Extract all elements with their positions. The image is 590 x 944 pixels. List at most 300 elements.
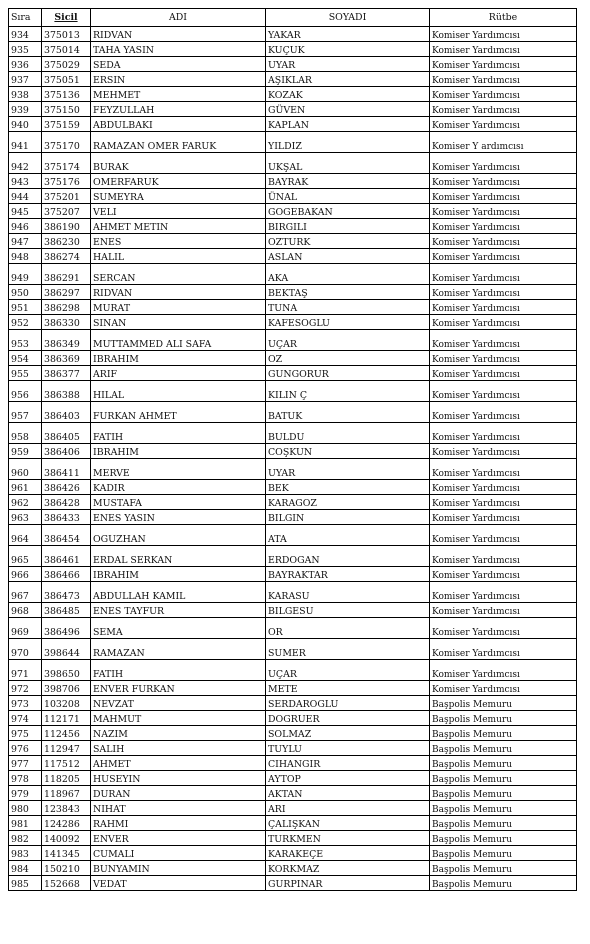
cell-soyadi: BIRGILI xyxy=(266,219,430,234)
cell-adi: IBRAHIM xyxy=(91,351,266,366)
cell-rutbe: Komiser Yardımcısı xyxy=(430,189,577,204)
cell-sicil: 141345 xyxy=(42,846,91,861)
cell-soyadi: UYAR xyxy=(266,57,430,72)
cell-sicil: 386405 xyxy=(42,423,91,444)
cell-sicil: 386349 xyxy=(42,330,91,351)
table-row xyxy=(9,861,577,876)
cell-rutbe: Komiser Yardımcısı xyxy=(430,444,577,459)
cell-adi: RIDVAN xyxy=(91,27,266,42)
table-row xyxy=(9,495,577,510)
table-row xyxy=(9,546,577,567)
table-row xyxy=(9,402,577,423)
cell-sicil: 386274 xyxy=(42,249,91,264)
cell-soyadi: KARASU xyxy=(266,582,430,603)
cell-soyadi: UYAR xyxy=(266,459,430,480)
cell-sira: 969 xyxy=(9,618,42,639)
cell-rutbe: Komiser Yardımcısı xyxy=(430,330,577,351)
table-row xyxy=(9,249,577,264)
cell-soyadi: AKTAN xyxy=(266,786,430,801)
cell-soyadi: KAPLAN xyxy=(266,117,430,132)
table-row xyxy=(9,27,577,42)
cell-sira: 945 xyxy=(9,204,42,219)
cell-sicil: 112456 xyxy=(42,726,91,741)
cell-soyadi: GOGEBAKAN xyxy=(266,204,430,219)
table-row xyxy=(9,618,577,639)
cell-sicil: 375201 xyxy=(42,189,91,204)
cell-rutbe: Başpolis Memuru xyxy=(430,801,577,816)
cell-sicil: 386433 xyxy=(42,510,91,525)
cell-sira: 944 xyxy=(9,189,42,204)
cell-sicil: 386454 xyxy=(42,525,91,546)
cell-sicil: 375170 xyxy=(42,132,91,153)
cell-soyadi: UKŞAL xyxy=(266,153,430,174)
cell-adi: ENVER xyxy=(91,831,266,846)
cell-adi: MAHMUT xyxy=(91,711,266,726)
cell-adi: CUMALI xyxy=(91,846,266,861)
table-row xyxy=(9,300,577,315)
table-row xyxy=(9,876,577,891)
table-row xyxy=(9,423,577,444)
cell-rutbe: Komiser Yardımcısı xyxy=(430,525,577,546)
cell-sira: 975 xyxy=(9,726,42,741)
table-row xyxy=(9,567,577,582)
cell-soyadi: GUNGORUR xyxy=(266,366,430,381)
header-sira: Sıra xyxy=(9,9,42,27)
cell-adi: MERVE xyxy=(91,459,266,480)
cell-rutbe: Başpolis Memuru xyxy=(430,756,577,771)
cell-sira: 937 xyxy=(9,72,42,87)
cell-rutbe: Komiser Yardımcısı xyxy=(430,681,577,696)
cell-sira: 938 xyxy=(9,87,42,102)
cell-sira: 974 xyxy=(9,711,42,726)
cell-adi: VEDAT xyxy=(91,876,266,891)
cell-adi: FATIH xyxy=(91,423,266,444)
cell-adi: HILAL xyxy=(91,381,266,402)
cell-sicil: 386403 xyxy=(42,402,91,423)
cell-adi: AHMET METIN xyxy=(91,219,266,234)
table-row xyxy=(9,660,577,681)
cell-adi: DURAN xyxy=(91,786,266,801)
table-row xyxy=(9,381,577,402)
table-row xyxy=(9,480,577,495)
cell-sicil: 118205 xyxy=(42,771,91,786)
cell-rutbe: Komiser Yardımcısı xyxy=(430,402,577,423)
cell-sicil: 386496 xyxy=(42,618,91,639)
cell-rutbe: Komiser Yardımcısı xyxy=(430,249,577,264)
cell-sira: 958 xyxy=(9,423,42,444)
cell-sira: 934 xyxy=(9,27,42,42)
cell-sira: 936 xyxy=(9,57,42,72)
cell-adi: BURAK xyxy=(91,153,266,174)
cell-sicil: 375029 xyxy=(42,57,91,72)
cell-sira: 954 xyxy=(9,351,42,366)
table-row xyxy=(9,771,577,786)
cell-adi: MUSTAFA xyxy=(91,495,266,510)
cell-adi: NAZIM xyxy=(91,726,266,741)
cell-sira: 978 xyxy=(9,771,42,786)
cell-rutbe: Komiser Yardımcısı xyxy=(430,510,577,525)
cell-rutbe: Komiser Yardımcısı xyxy=(430,351,577,366)
cell-soyadi: OZTURK xyxy=(266,234,430,249)
cell-sicil: 398650 xyxy=(42,660,91,681)
cell-sira: 959 xyxy=(9,444,42,459)
cell-soyadi: OZ xyxy=(266,351,430,366)
cell-sira: 950 xyxy=(9,285,42,300)
cell-adi: NEVZAT xyxy=(91,696,266,711)
cell-rutbe: Başpolis Memuru xyxy=(430,741,577,756)
cell-adi: NIHAT xyxy=(91,801,266,816)
header-sicil: Sicil xyxy=(42,9,91,27)
cell-soyadi: TURKMEN xyxy=(266,831,430,846)
header-soyadi: SOYADI xyxy=(266,9,430,27)
cell-rutbe: Başpolis Memuru xyxy=(430,876,577,891)
cell-adi: ENES xyxy=(91,234,266,249)
cell-adi: ABDULBAKI xyxy=(91,117,266,132)
cell-soyadi: UÇAR xyxy=(266,660,430,681)
cell-adi: FATIH xyxy=(91,660,266,681)
cell-adi: SINAN xyxy=(91,315,266,330)
cell-sicil: 112947 xyxy=(42,741,91,756)
cell-soyadi: KARAGOZ xyxy=(266,495,430,510)
cell-soyadi: KORKMAZ xyxy=(266,861,430,876)
cell-sicil: 386330 xyxy=(42,315,91,330)
cell-sira: 963 xyxy=(9,510,42,525)
table-row xyxy=(9,189,577,204)
table-row xyxy=(9,444,577,459)
header-adi: ADI xyxy=(91,9,266,27)
cell-sira: 966 xyxy=(9,567,42,582)
cell-sira: 983 xyxy=(9,846,42,861)
cell-sicil: 150210 xyxy=(42,861,91,876)
cell-rutbe: Komiser Yardımcısı xyxy=(430,495,577,510)
cell-sicil: 398706 xyxy=(42,681,91,696)
cell-sira: 985 xyxy=(9,876,42,891)
cell-sicil: 386377 xyxy=(42,366,91,381)
cell-sira: 962 xyxy=(9,495,42,510)
cell-soyadi: TUYLU xyxy=(266,741,430,756)
cell-sicil: 386388 xyxy=(42,381,91,402)
cell-rutbe: Komiser Y ardımcısı xyxy=(430,132,577,153)
cell-soyadi: KOZAK xyxy=(266,87,430,102)
cell-soyadi: AŞIKLAR xyxy=(266,72,430,87)
cell-rutbe: Komiser Yardımcısı xyxy=(430,300,577,315)
cell-sicil: 386428 xyxy=(42,495,91,510)
cell-rutbe: Başpolis Memuru xyxy=(430,726,577,741)
table-row xyxy=(9,264,577,285)
cell-soyadi: BEKTAŞ xyxy=(266,285,430,300)
cell-rutbe: Komiser Yardımcısı xyxy=(430,381,577,402)
cell-sicil: 386473 xyxy=(42,582,91,603)
cell-sicil: 123843 xyxy=(42,801,91,816)
cell-rutbe: Başpolis Memuru xyxy=(430,696,577,711)
cell-adi: SEDA xyxy=(91,57,266,72)
cell-adi: ABDULLAH KAMIL xyxy=(91,582,266,603)
cell-rutbe: Komiser Yardımcısı xyxy=(430,204,577,219)
cell-soyadi: ASLAN xyxy=(266,249,430,264)
cell-rutbe: Başpolis Memuru xyxy=(430,846,577,861)
cell-soyadi: CIHANGIR xyxy=(266,756,430,771)
cell-sira: 955 xyxy=(9,366,42,381)
cell-soyadi: OR xyxy=(266,618,430,639)
cell-sira: 965 xyxy=(9,546,42,567)
cell-sicil: 375136 xyxy=(42,87,91,102)
cell-rutbe: Komiser Yardımcısı xyxy=(430,174,577,189)
cell-rutbe: Başpolis Memuru xyxy=(430,831,577,846)
header-rutbe: Rütbe xyxy=(430,9,577,27)
cell-adi: AHMET xyxy=(91,756,266,771)
cell-soyadi: METE xyxy=(266,681,430,696)
cell-adi: ENES YASIN xyxy=(91,510,266,525)
table-row xyxy=(9,234,577,249)
cell-rutbe: Komiser Yardımcısı xyxy=(430,546,577,567)
cell-sira: 949 xyxy=(9,264,42,285)
cell-adi: RAMAZAN xyxy=(91,639,266,660)
personnel-table xyxy=(8,8,577,891)
cell-rutbe: Başpolis Memuru xyxy=(430,861,577,876)
cell-sicil: 375174 xyxy=(42,153,91,174)
cell-sicil: 375176 xyxy=(42,174,91,189)
cell-sira: 973 xyxy=(9,696,42,711)
cell-sicil: 140092 xyxy=(42,831,91,846)
cell-sira: 951 xyxy=(9,300,42,315)
table-row xyxy=(9,153,577,174)
cell-adi: RIDVAN xyxy=(91,285,266,300)
cell-adi: OGUZHAN xyxy=(91,525,266,546)
cell-soyadi: YILDIZ xyxy=(266,132,430,153)
cell-adi: IBRAHIM xyxy=(91,567,266,582)
cell-sira: 953 xyxy=(9,330,42,351)
cell-adi: ERSIN xyxy=(91,72,266,87)
cell-adi: RAHMI xyxy=(91,816,266,831)
cell-adi: SALIH xyxy=(91,741,266,756)
cell-adi: FURKAN AHMET xyxy=(91,402,266,423)
cell-soyadi: BULDU xyxy=(266,423,430,444)
cell-rutbe: Komiser Yardımcısı xyxy=(430,423,577,444)
cell-sira: 943 xyxy=(9,174,42,189)
cell-soyadi: KARAKEÇE xyxy=(266,846,430,861)
cell-sicil: 118967 xyxy=(42,786,91,801)
cell-adi: KADIR xyxy=(91,480,266,495)
table-row xyxy=(9,831,577,846)
cell-rutbe: Komiser Yardımcısı xyxy=(430,618,577,639)
cell-adi: MUTTAMMED ALI SAFA xyxy=(91,330,266,351)
cell-soyadi: KUÇUK xyxy=(266,42,430,57)
table-row xyxy=(9,696,577,711)
cell-sicil: 375051 xyxy=(42,72,91,87)
cell-rutbe: Komiser Yardımcısı xyxy=(430,639,577,660)
table-row xyxy=(9,87,577,102)
cell-sicil: 112171 xyxy=(42,711,91,726)
cell-adi: ERDAL SERKAN xyxy=(91,546,266,567)
cell-rutbe: Başpolis Memuru xyxy=(430,816,577,831)
cell-rutbe: Komiser Yardımcısı xyxy=(430,102,577,117)
cell-soyadi: BEK xyxy=(266,480,430,495)
cell-rutbe: Komiser Yardımcısı xyxy=(430,72,577,87)
cell-sicil: 386369 xyxy=(42,351,91,366)
cell-sira: 972 xyxy=(9,681,42,696)
cell-sira: 977 xyxy=(9,756,42,771)
cell-rutbe: Başpolis Memuru xyxy=(430,771,577,786)
cell-sicil: 386297 xyxy=(42,285,91,300)
cell-soyadi: DOGRUER xyxy=(266,711,430,726)
cell-sira: 956 xyxy=(9,381,42,402)
cell-sicil: 386230 xyxy=(42,234,91,249)
cell-rutbe: Komiser Yardımcısı xyxy=(430,567,577,582)
cell-sicil: 152668 xyxy=(42,876,91,891)
cell-sira: 982 xyxy=(9,831,42,846)
cell-rutbe: Komiser Yardımcısı xyxy=(430,57,577,72)
cell-adi: SERCAN xyxy=(91,264,266,285)
cell-soyadi: BATUK xyxy=(266,402,430,423)
table-row xyxy=(9,102,577,117)
cell-rutbe: Komiser Yardımcısı xyxy=(430,315,577,330)
table-row xyxy=(9,366,577,381)
cell-adi: SEMA xyxy=(91,618,266,639)
cell-soyadi: GURPINAR xyxy=(266,876,430,891)
cell-rutbe: Komiser Yardımcısı xyxy=(430,459,577,480)
cell-sira: 976 xyxy=(9,741,42,756)
cell-sicil: 386466 xyxy=(42,567,91,582)
cell-soyadi: UÇAR xyxy=(266,330,430,351)
cell-sira: 941 xyxy=(9,132,42,153)
cell-sira: 967 xyxy=(9,582,42,603)
cell-sira: 952 xyxy=(9,315,42,330)
cell-soyadi: KILIN Ç xyxy=(266,381,430,402)
cell-soyadi: TUNA xyxy=(266,300,430,315)
cell-sira: 968 xyxy=(9,603,42,618)
cell-rutbe: Komiser Yardımcısı xyxy=(430,219,577,234)
cell-sira: 957 xyxy=(9,402,42,423)
cell-sicil: 375150 xyxy=(42,102,91,117)
cell-rutbe: Komiser Yardımcısı xyxy=(430,582,577,603)
cell-soyadi: GÜVEN xyxy=(266,102,430,117)
cell-adi: ENVER FURKAN xyxy=(91,681,266,696)
cell-rutbe: Başpolis Memuru xyxy=(430,711,577,726)
cell-adi: SUMEYRA xyxy=(91,189,266,204)
cell-sicil: 124286 xyxy=(42,816,91,831)
cell-adi: HUSEYIN xyxy=(91,771,266,786)
cell-sicil: 103208 xyxy=(42,696,91,711)
cell-soyadi: BAYRAK xyxy=(266,174,430,189)
cell-adi: FEYZULLAH xyxy=(91,102,266,117)
cell-rutbe: Komiser Yardımcısı xyxy=(430,366,577,381)
table-row xyxy=(9,582,577,603)
cell-sira: 981 xyxy=(9,816,42,831)
cell-sira: 942 xyxy=(9,153,42,174)
cell-adi: ARIF xyxy=(91,366,266,381)
cell-soyadi: ERDOGAN xyxy=(266,546,430,567)
cell-sira: 939 xyxy=(9,102,42,117)
cell-adi: BUNYAMIN xyxy=(91,861,266,876)
table-row xyxy=(9,117,577,132)
table-row xyxy=(9,219,577,234)
table-row xyxy=(9,510,577,525)
cell-sicil: 386426 xyxy=(42,480,91,495)
document-page xyxy=(8,8,576,891)
cell-sicil: 386291 xyxy=(42,264,91,285)
cell-adi: HALIL xyxy=(91,249,266,264)
cell-rutbe: Başpolis Memuru xyxy=(430,786,577,801)
table-body xyxy=(9,27,577,891)
table-row xyxy=(9,801,577,816)
table-header-row xyxy=(9,9,577,27)
cell-sicil: 386485 xyxy=(42,603,91,618)
cell-sira: 984 xyxy=(9,861,42,876)
cell-soyadi: BILGIN xyxy=(266,510,430,525)
cell-rutbe: Komiser Yardımcısı xyxy=(430,285,577,300)
cell-rutbe: Komiser Yardımcısı xyxy=(430,603,577,618)
cell-rutbe: Komiser Yardımcısı xyxy=(430,117,577,132)
cell-sira: 947 xyxy=(9,234,42,249)
cell-sicil: 386461 xyxy=(42,546,91,567)
cell-sicil: 375014 xyxy=(42,42,91,57)
cell-adi: VELI xyxy=(91,204,266,219)
table-row xyxy=(9,726,577,741)
cell-soyadi: AKA xyxy=(266,264,430,285)
table-row xyxy=(9,786,577,801)
cell-adi: ENES TAYFUR xyxy=(91,603,266,618)
cell-sicil: 386406 xyxy=(42,444,91,459)
cell-soyadi: BAYRAKTAR xyxy=(266,567,430,582)
cell-sira: 980 xyxy=(9,801,42,816)
cell-rutbe: Komiser Yardımcısı xyxy=(430,42,577,57)
table-row xyxy=(9,681,577,696)
cell-adi: MEHMET xyxy=(91,87,266,102)
cell-rutbe: Komiser Yardımcısı xyxy=(430,27,577,42)
cell-rutbe: Komiser Yardımcısı xyxy=(430,153,577,174)
table-row xyxy=(9,285,577,300)
cell-rutbe: Komiser Yardımcısı xyxy=(430,234,577,249)
cell-sira: 964 xyxy=(9,525,42,546)
table-row xyxy=(9,204,577,219)
cell-soyadi: ÇALIŞKAN xyxy=(266,816,430,831)
table-row xyxy=(9,816,577,831)
cell-sicil: 398644 xyxy=(42,639,91,660)
table-row xyxy=(9,525,577,546)
table-row xyxy=(9,57,577,72)
cell-sira: 961 xyxy=(9,480,42,495)
table-row xyxy=(9,315,577,330)
cell-sicil: 386411 xyxy=(42,459,91,480)
cell-soyadi: AYTOP xyxy=(266,771,430,786)
cell-sicil: 375207 xyxy=(42,204,91,219)
table-row xyxy=(9,72,577,87)
table-row xyxy=(9,846,577,861)
table-row xyxy=(9,711,577,726)
cell-soyadi: KAFESOGLU xyxy=(266,315,430,330)
cell-soyadi: SUMER xyxy=(266,639,430,660)
cell-soyadi: SERDAROGLU xyxy=(266,696,430,711)
table-row xyxy=(9,756,577,771)
cell-sira: 979 xyxy=(9,786,42,801)
table-row xyxy=(9,639,577,660)
table-row xyxy=(9,174,577,189)
table-row xyxy=(9,330,577,351)
cell-sicil: 386298 xyxy=(42,300,91,315)
cell-soyadi: ARI xyxy=(266,801,430,816)
cell-sira: 948 xyxy=(9,249,42,264)
table-row xyxy=(9,132,577,153)
cell-sicil: 386190 xyxy=(42,219,91,234)
table-row xyxy=(9,741,577,756)
cell-adi: IBRAHIM xyxy=(91,444,266,459)
cell-adi: MURAT xyxy=(91,300,266,315)
cell-soyadi: ATA xyxy=(266,525,430,546)
cell-sira: 946 xyxy=(9,219,42,234)
cell-rutbe: Komiser Yardımcısı xyxy=(430,480,577,495)
cell-soyadi: BILGESU xyxy=(266,603,430,618)
cell-sira: 960 xyxy=(9,459,42,480)
